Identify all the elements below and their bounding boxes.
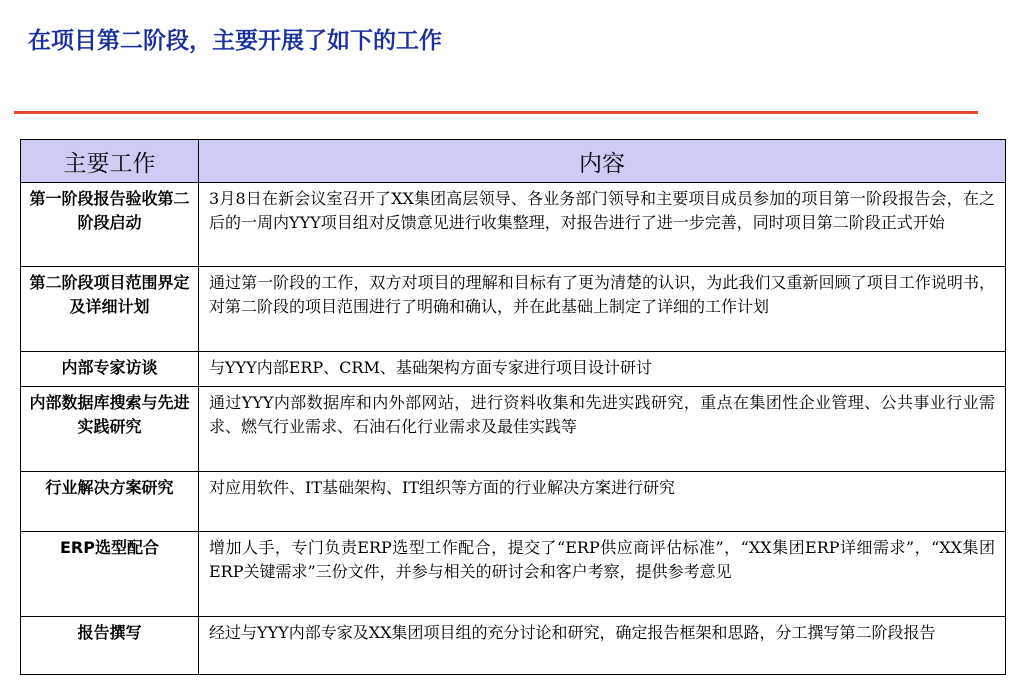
title-divider — [14, 111, 978, 114]
content-cell: 3月8日在新会议室召开了XX集团高层领导、各业务部门领导和主要项目成员参加的项目第一阶段报告会，在之后的一周内YYY项目组对反馈意见进行收集整理，对报告进行了进一步完善，同时项目第二阶段正式开始 — [199, 183, 1006, 267]
slide-title: 在项目第二阶段，主要开展了如下的工作 — [28, 28, 442, 54]
content-cell: 与YYY内部ERP、CRM、基础架构方面专家进行项目设计研讨 — [199, 352, 1006, 387]
work-cell: 行业解决方案研究 — [21, 472, 199, 532]
content-cell: 经过与YYY内部专家及XX集团项目组的充分讨论和研究，确定报告框架和思路，分工撰写第二阶段报告 — [199, 617, 1006, 675]
header-content: 内容 — [199, 140, 1006, 183]
table-row — [21, 387, 1006, 472]
work-table — [20, 139, 1006, 675]
work-cell: 报告撰写 — [21, 617, 199, 675]
table-row — [21, 352, 1006, 387]
work-cell: 第二阶段项目范围界定及详细计划 — [21, 267, 199, 352]
header-work: 主要工作 — [21, 140, 199, 183]
table-row — [21, 267, 1006, 352]
work-cell: 内部专家访谈 — [21, 352, 199, 387]
work-cell: 第一阶段报告验收第二阶段启动 — [21, 183, 199, 267]
work-cell: ERP选型配合 — [21, 532, 199, 617]
content-cell: 增加人手，专门负责ERP选型工作配合，提交了“ERP供应商评估标准”，“XX集团ERP详细需求”，“XX集团ERP关键需求”三份文件，并参与相关的研讨会和客户考察，提供参考意见 — [199, 532, 1006, 617]
content-cell: 通过第一阶段的工作，双方对项目的理解和目标有了更为清楚的认识，为此我们又重新回顾了项目工作说明书，对第二阶段的项目范围进行了明确和确认，并在此基础上制定了详细的工作计划 — [199, 267, 1006, 352]
table-row — [21, 532, 1006, 617]
content-cell: 通过YYY内部数据库和内外部网站，进行资料收集和先进实践研究，重点在集团性企业管理、公共事业行业需求、燃气行业需求、石油石化行业需求及最佳实践等 — [199, 387, 1006, 472]
table-row — [21, 617, 1006, 675]
work-cell: 内部数据库搜索与先进实践研究 — [21, 387, 199, 472]
table-row — [21, 183, 1006, 267]
table-header-row — [21, 140, 1006, 183]
table-row — [21, 472, 1006, 532]
content-cell: 对应用软件、IT基础架构、IT组织等方面的行业解决方案进行研究 — [199, 472, 1006, 532]
